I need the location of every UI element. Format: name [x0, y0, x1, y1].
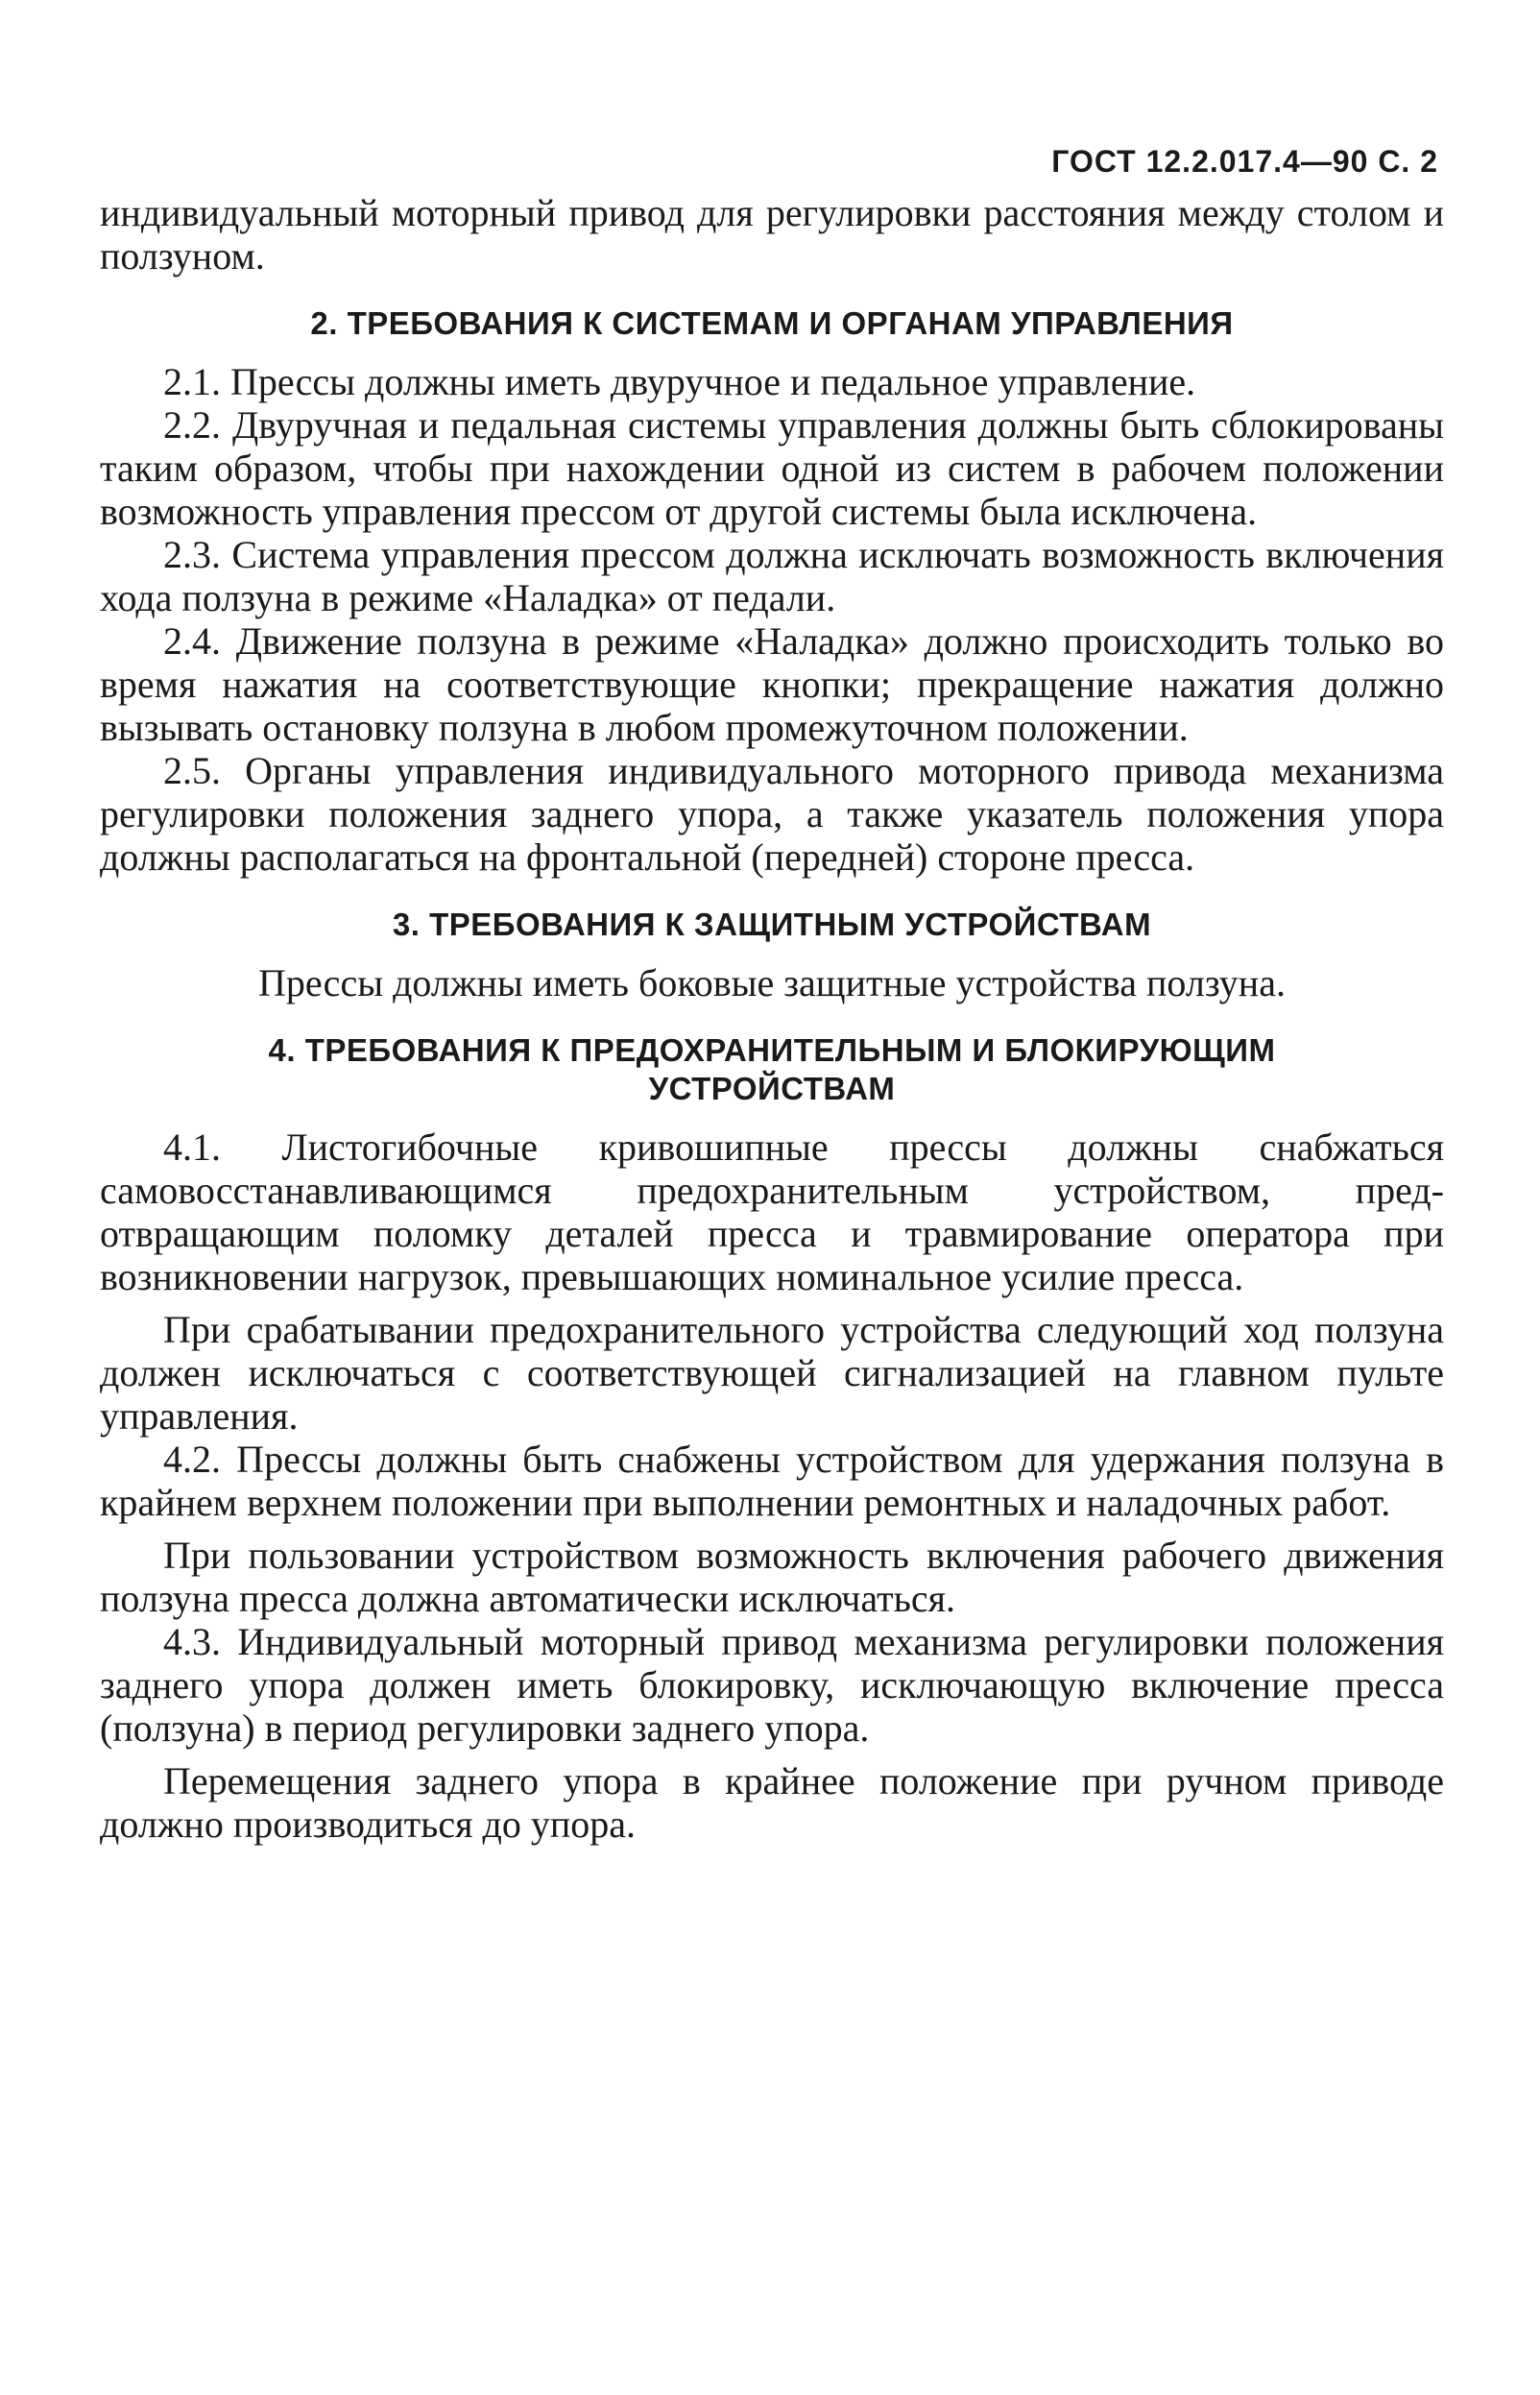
paragraph-4-3-note: Перемещения заднего упора в крайнее положение при ручном приводе должно производиться до упора. — [100, 1759, 1444, 1846]
intro-paragraph: индивидуальный моторный привод для регулировки расстояния между столом и ползуном. — [100, 191, 1444, 278]
paragraph-2-5: 2.5. Органы управления индивидуального моторного привода механизма регулировки положения заднего упора, а также указатель положения упора должны располагаться на фронтальной (передней) стороне пресса. — [100, 749, 1444, 879]
section-2-title: 2. ТРЕБОВАНИЯ К СИСТЕМАМ И ОРГАНАМ УПРАВЛЕНИЯ — [310, 305, 1234, 341]
paragraph-2-3: 2.3. Система управления прессом должна исключать возможность включения хода ползуна в режиме «Наладка» от педали. — [100, 533, 1444, 619]
paragraph-4-2: 4.2. Прессы должны быть снабжены устройством для удержания ползуна в крайнем верхнем положении при выполнении ремонтных и наладочных работ. — [100, 1438, 1444, 1524]
section-3-title: 3. ТРЕБОВАНИЯ К ЗАЩИТНЫМ УСТРОЙСТВАМ — [392, 907, 1152, 942]
paragraph-4-1: 4.1. Листогибочные кривошипные прессы должны снабжаться самовосстанавливающимся предохранительным устройством, предотвращающим поломку деталей пресса и травмирование оператора при возникновении нагрузок, превышающих номинальное усилие пресса. — [100, 1125, 1444, 1298]
paragraph-2-4: 2.4. Движение ползуна в режиме «Наладка» должно происходить только во время нажатия на соответствующие кнопки; прекращение нажатия должно вызывать остановку ползуна в любом промежуточном положении. — [100, 619, 1444, 749]
paragraph-4-1-note: При срабатывании предохранительного устройства следующий ход ползуна должен исключаться с соответствующей сигнализацией на главном пульте управления. — [100, 1308, 1444, 1438]
paragraph-2-2: 2.2. Двуручная и педальная системы управления должны быть сблокированы таким образом, чтобы при нахождении одной из систем в рабочем положении возможность управления прессом от другой системы была исключена. — [100, 403, 1444, 533]
paragraph-4-2-note: При пользовании устройством возможность включения рабочего движения ползуна пресса должна автоматически исключаться. — [100, 1534, 1444, 1620]
paragraph-3: Прессы должны иметь боковые защитные устройства ползуна. — [258, 961, 1286, 1004]
paragraph-4-3: 4.3. Индивидуальный моторный привод механизма регулировки положения заднего упора должен иметь блокировку, исключающую включение пресса (ползуна) в период регулировки заднего упора. — [100, 1620, 1444, 1750]
paragraph-2-1: 2.1. Прессы должны иметь двуручное и педальное управление. — [163, 360, 1196, 403]
section-4-title: 4. ТРЕБОВАНИЯ К ПРЕДОХРАНИТЕЛЬНЫМ И БЛОКИРУЮЩИМ УСТРОЙСТВАМ — [268, 1032, 1276, 1106]
page-header: ГОСТ 12.2.017.4—90 С. 2 — [1051, 144, 1438, 179]
